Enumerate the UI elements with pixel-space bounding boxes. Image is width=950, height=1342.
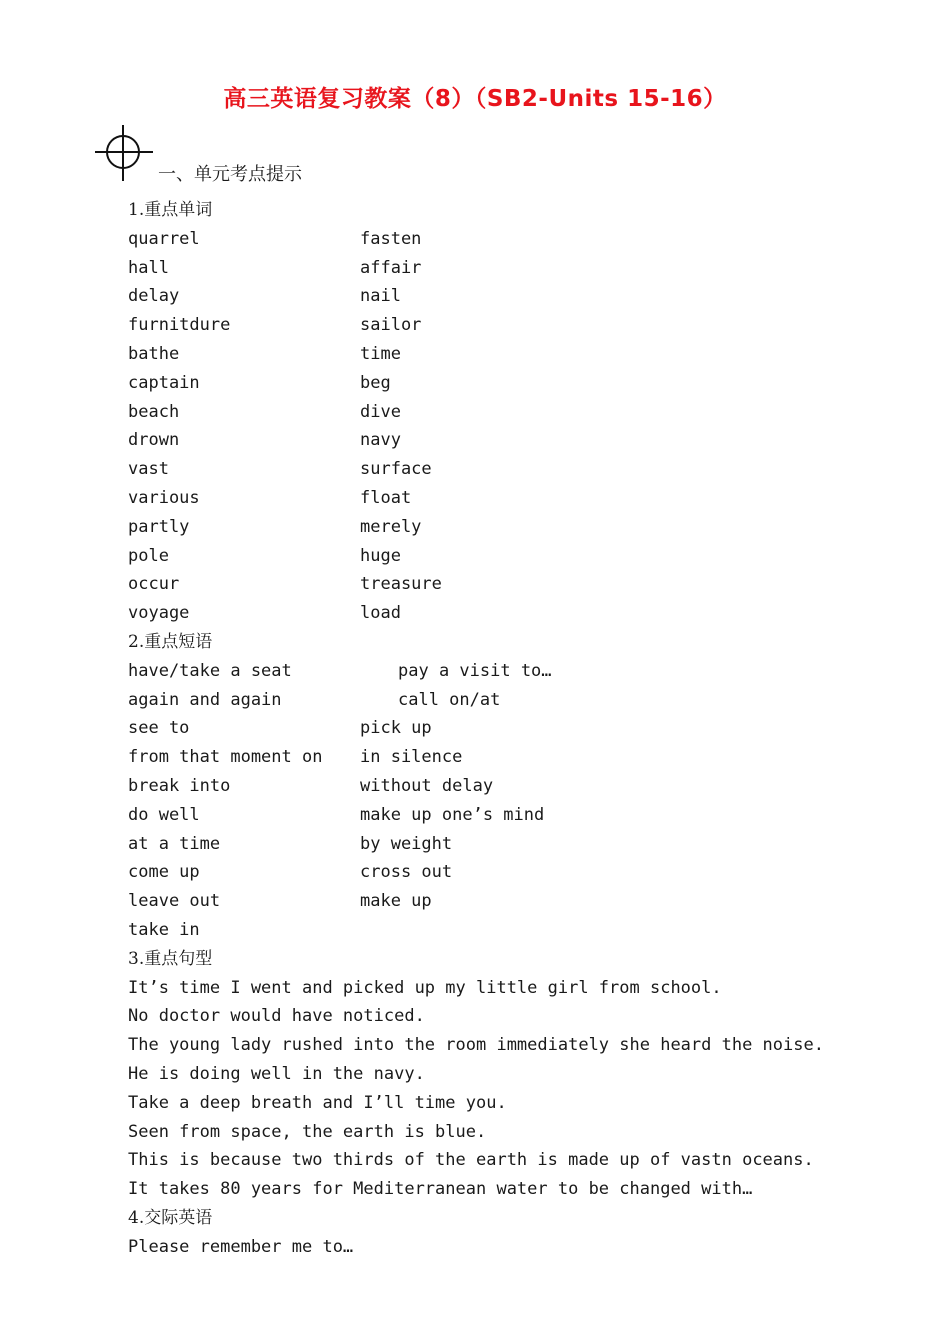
word-item: drown [128,430,180,451]
word-item: voyage [128,603,190,624]
phrase-item: see to [128,718,190,739]
word-item: nail [360,286,401,307]
sentence-item: The young lady rushed into the room immediately she heard the noise. [128,1035,824,1056]
word-item: huge [360,545,401,566]
word-item: captain [128,372,200,393]
word-item: dive [360,401,401,422]
word-item: bathe [128,344,180,364]
word-item: quarrel [128,228,200,249]
words-heading: 1.重点单词 [128,200,213,220]
word-item: furnitdure [128,315,231,336]
word-item: pole [128,545,169,566]
document-title: 高三英语复习教案（8）（SB2-Units 15-16） [223,86,727,112]
sentence-item: It’s time I went and picked up my little girl from school. [128,977,722,998]
phrase-item: pick up [360,718,432,739]
phrase-item: at a time [128,833,221,854]
sentence-item: This is because two thirds of the earth is made up of vastn oceans. [128,1150,814,1171]
phrase-item: call on/at [398,689,501,710]
communication-heading: 4.交际英语 [128,1208,213,1228]
phrase-item: make up one’s mind [360,804,545,825]
sentence-item: It takes 80 years for Mediterranean water to be changed with… [128,1179,753,1200]
word-item: delay [128,286,180,307]
phrase-item: cross out [360,862,453,883]
sentence-item: Seen from space, the earth is blue. [128,1121,487,1142]
word-item: sailor [360,315,422,336]
word-item: affair [360,257,422,278]
phrase-item: leave out [128,891,221,912]
word-item: time [360,344,401,364]
phrase-item: by weight [360,833,453,854]
sentence-item: Take a deep breath and I’ll time you. [128,1092,507,1113]
word-item: various [128,488,200,508]
phrase-item: in silence [360,747,463,768]
word-item: beach [128,401,180,422]
word-item: load [360,603,401,624]
sentence-item: He is doing well in the navy. [128,1064,425,1084]
word-item: partly [128,516,190,537]
phrase-item: without delay [360,776,494,796]
word-item: surface [360,459,432,480]
phrase-item: from that moment on [128,747,323,768]
sentence-item: No doctor would have noticed. [128,1006,425,1027]
phrase-item: have/take a seat [128,660,292,681]
phrase-item: break into [128,776,231,796]
word-item: hall [128,257,169,278]
sentences-heading: 3.重点句型 [128,948,213,969]
phrase-item: come up [128,862,200,883]
communication-item: Please remember me to… [128,1236,354,1257]
phrase-item: make up [360,891,432,912]
phrase-item: do well [128,804,200,825]
word-item: fasten [360,228,422,249]
phrase-item: pay a visit to… [398,660,552,681]
word-item: merely [360,516,422,537]
section-heading: 一、单元考点提示 [158,164,302,185]
word-item: float [360,488,412,508]
word-item: treasure [360,574,442,595]
word-item: occur [128,574,180,595]
word-item: beg [360,372,391,393]
word-item: navy [360,430,401,451]
phrases-heading: 2.重点短语 [128,632,213,652]
word-item: vast [128,459,169,480]
crosshair-icon [95,125,153,181]
phrase-item: again and again [128,689,282,710]
phrase-item: take in [128,920,200,940]
